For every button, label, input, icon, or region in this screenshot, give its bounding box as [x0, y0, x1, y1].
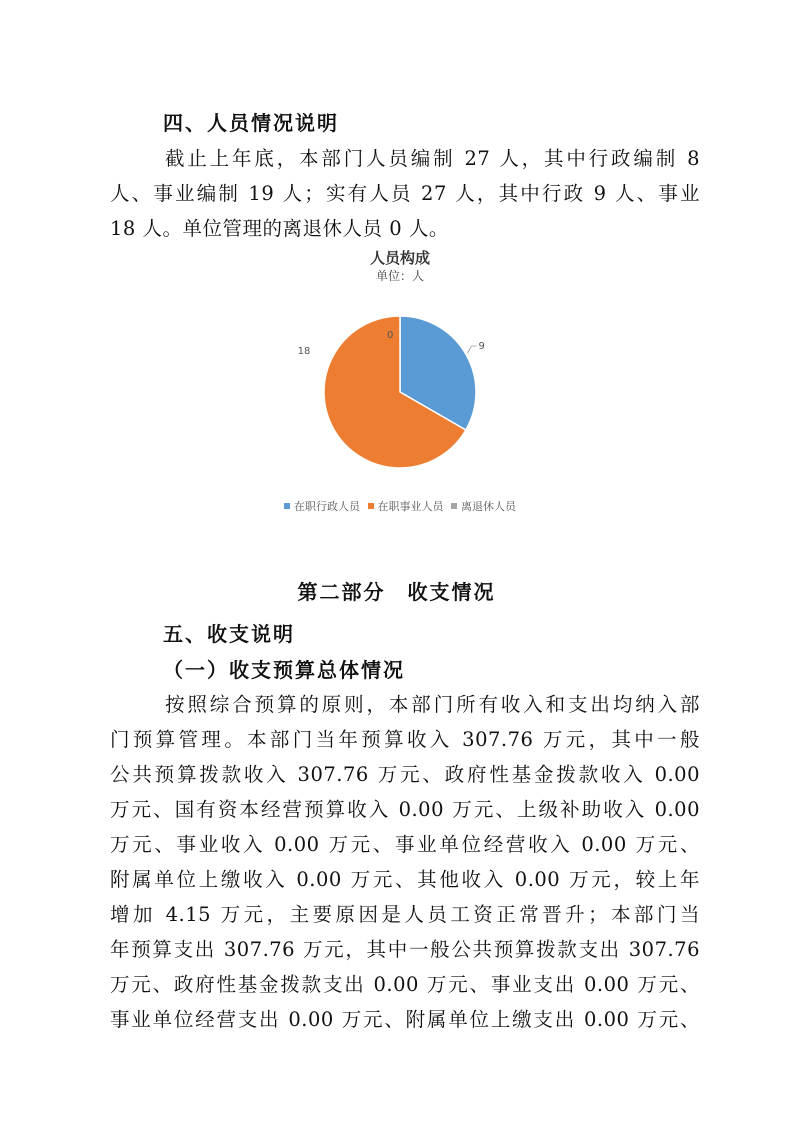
data-label: 0: [387, 330, 394, 341]
paragraph-line: 万元、国有资本经营预算收入 0.00 万元、上级补助收入 0.00: [110, 798, 700, 821]
section-5-heading: 五、收支说明: [163, 622, 295, 646]
legend-swatch: [284, 503, 290, 509]
part-2-title: 第二部分 收支情况: [297, 580, 496, 604]
paragraph-line: 增加 4.15 万元，主要原因是人员工资正常晋升；本部门当: [110, 903, 700, 926]
chart-legend: [260, 498, 540, 514]
paragraph-line: 公共预算拨款收入 307.76 万元、政府性基金拨款收入 0.00: [110, 763, 700, 786]
paragraph-line: 附属单位上缴收入 0.00 万元、其他收入 0.00 万元，较上年: [110, 868, 700, 891]
chart-title: 人员构成: [369, 249, 430, 267]
data-label: 9: [478, 341, 485, 352]
legend-item: [368, 498, 444, 514]
paragraph-line: 万元、政府性基金拨款支出 0.00 万元、事业支出 0.00 万元、: [110, 973, 700, 996]
chart-subtitle: 单位：人: [375, 269, 424, 283]
paragraph-line: 人、事业编制 19 人；实有人员 27 人，其中行政 9 人、事业: [110, 182, 700, 205]
legend-swatch: [368, 503, 374, 509]
legend-swatch: [451, 503, 457, 509]
legend-label: 在职事业人员: [377, 500, 444, 513]
section-4-heading: 四、人员情况说明: [163, 111, 339, 135]
leader-line: [468, 346, 477, 353]
paragraph-line: 年预算支出 307.76 万元，其中一般公共预算拨款支出 307.76: [110, 938, 700, 961]
paragraph-line: 按照综合预算的原则，本部门所有收入和支出均纳入部: [165, 693, 700, 716]
section-5-subheading: （一）收支预算总体情况: [163, 658, 405, 682]
legend-label: 在职行政人员: [294, 500, 360, 513]
staff-composition-pie-chart: [260, 245, 540, 525]
paragraph-line: 事业单位经营支出 0.00 万元、附属单位上缴支出 0.00 万元、: [110, 1008, 700, 1031]
legend-label: 离退休人员: [461, 500, 516, 513]
legend-item: [284, 498, 360, 514]
legend-item: [451, 498, 516, 514]
paragraph-line: 万元、事业收入 0.00 万元、事业单位经营收入 0.00 万元、: [110, 833, 700, 856]
data-label: 18: [297, 346, 311, 357]
pie-plot-area: [260, 245, 540, 495]
paragraph-line: 18 人。单位管理的离退休人员 0 人。: [110, 217, 449, 240]
paragraph-line: 门预算管理。本部门当年预算收入 307.76 万元，其中一般: [110, 728, 700, 751]
paragraph-line: 截止上年底，本部门人员编制 27 人，其中行政编制 8: [165, 147, 700, 170]
